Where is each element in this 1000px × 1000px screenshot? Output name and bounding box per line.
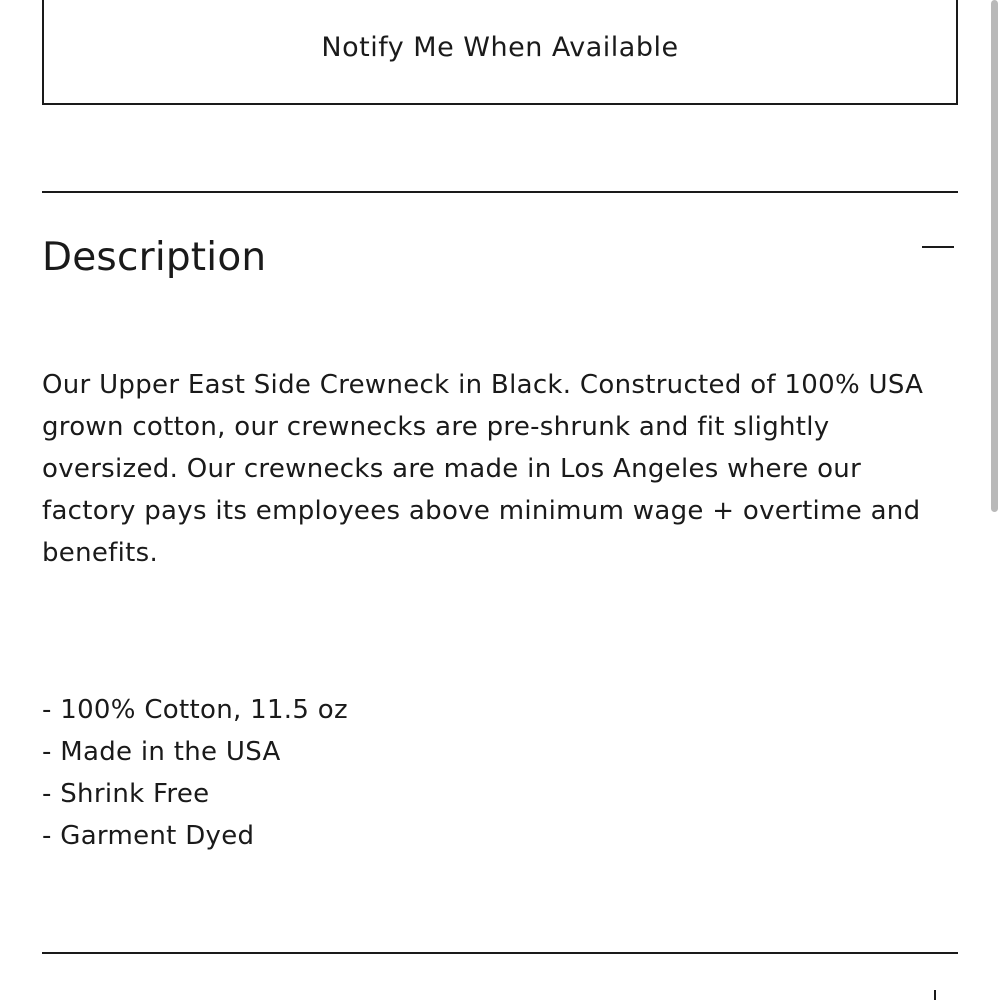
plus-icon[interactable] <box>934 990 936 1000</box>
scrollbar[interactable] <box>990 0 998 1000</box>
description-title: Description <box>42 235 267 280</box>
notify-me-label: Notify Me When Available <box>321 32 679 63</box>
minus-icon[interactable] <box>922 246 954 248</box>
section-divider <box>42 191 958 193</box>
feature-item: - 100% Cotton, 11.5 oz <box>42 689 348 731</box>
section-divider <box>42 952 958 954</box>
feature-item: - Garment Dyed <box>42 815 348 857</box>
description-text: Our Upper East Side Crewneck in Black. Constructed of 100% USA grown cotton, our crewnecks are pre-shrunk and fit slightly oversized. Our crewnecks are made in Los Angeles where our factory pays its employees above minimum wage + overtime and benefits. <box>42 370 924 568</box>
feature-list <box>42 689 348 857</box>
description-accordion-header[interactable] <box>42 225 958 300</box>
feature-item: - Shrink Free <box>42 773 348 815</box>
scrollbar-thumb[interactable] <box>991 0 998 512</box>
feature-item: - Made in the USA <box>42 731 348 773</box>
notify-me-button[interactable] <box>42 0 958 105</box>
